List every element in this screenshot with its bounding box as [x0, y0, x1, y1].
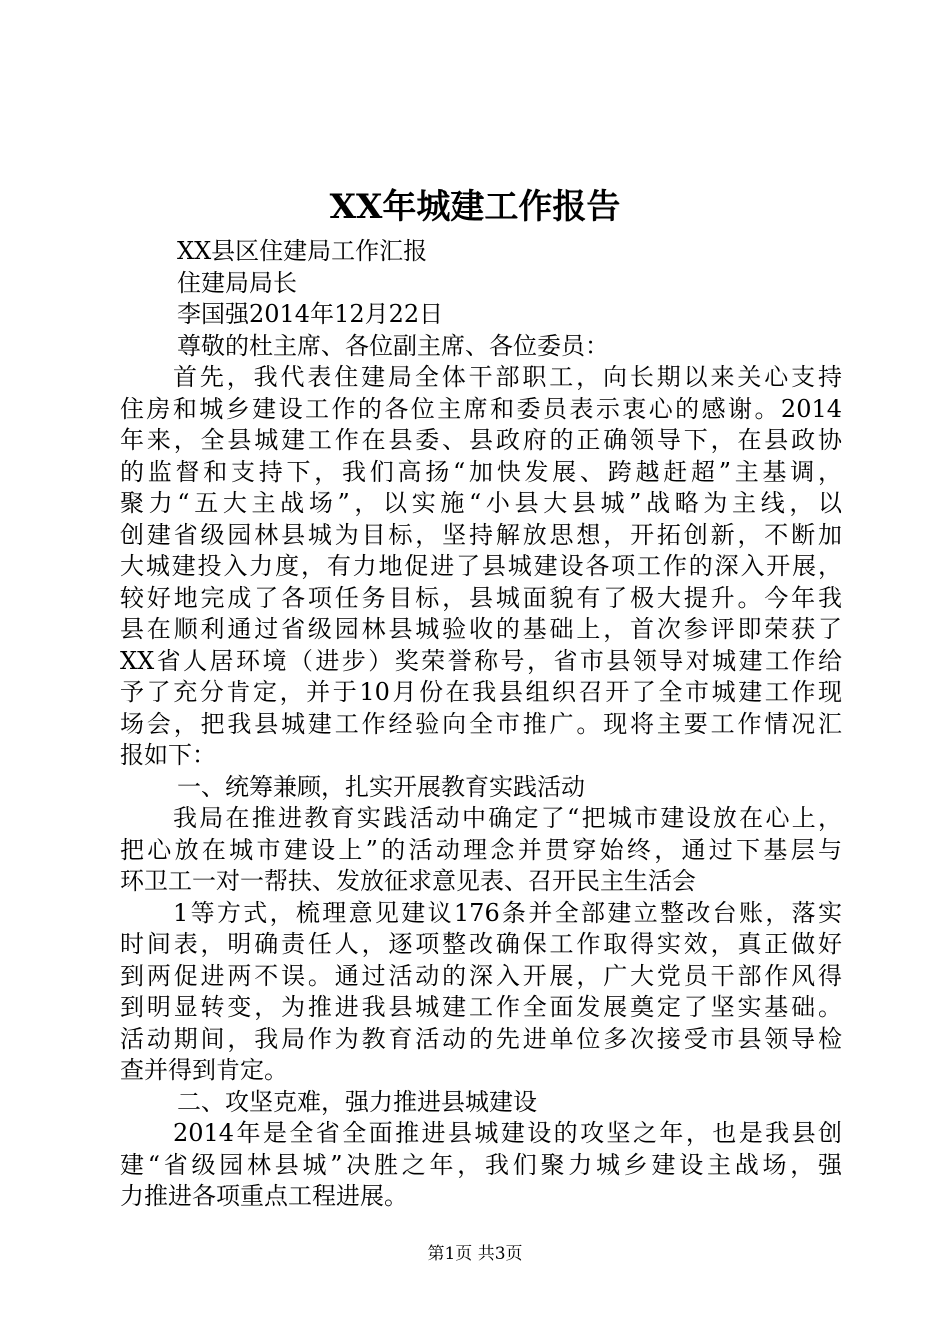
body-line: XX省人居环境（进步）奖荣誉称号，省市县领导对城建工作给 — [120, 646, 842, 675]
body-line: 把心放在城市建设上”的活动理念并贯穿始终，通过下基层与 — [120, 835, 842, 864]
section-heading: 二、攻坚克难，强力推进县城建设 — [177, 1087, 537, 1116]
body-line: 予了充分肯定，并于10月份在我县组织召开了全市城建工作现 — [120, 678, 842, 706]
body-line: 我局在推进教育实践活动中确定了“把城市建设放在心上， — [173, 804, 842, 832]
body-line: 建“省级园林县城”决胜之年，我们聚力城乡建设主战场，强 — [120, 1150, 842, 1179]
body-line: 力推进各项重点工程进展。 — [120, 1182, 408, 1210]
body-line: 时间表，明确责任人，逐项整改确保工作取得实效，真正做好 — [120, 930, 842, 958]
body-line: 到两促进两不误。通过活动的深入开展，广大党员干部作风得 — [120, 961, 842, 990]
body-line: 较好地完成了各项任务目标，县城面貌有了极大提升。今年我 — [120, 583, 842, 612]
body-line: 报如下： — [120, 741, 216, 769]
body-line: 活动期间，我局作为教育活动的先进单位多次接受市县领导检 — [120, 1024, 842, 1053]
body-line: 场会，把我县城建工作经验向全市推广。现将主要工作情况汇 — [120, 709, 842, 738]
body-line: 大城建投入力度，有力地促进了县城建设各项工作的深入开展， — [120, 552, 842, 580]
body-line: 2014年是全省全面推进县城建设的攻坚之年，也是我县创 — [173, 1119, 842, 1147]
body-line: 创建省级园林县城为目标，坚持解放思想，开拓创新，不断加 — [120, 520, 842, 549]
body-line: 年来，全县城建工作在县委、县政府的正确领导下，在县政协 — [120, 426, 842, 454]
document-body — [120, 236, 842, 1213]
body-line: 聚力“五大主战场”，以实施“小县大县城”战略为主线，以 — [120, 489, 842, 517]
body-line: 县在顺利通过省级园林县城验收的基础上，首次参评即荣获了 — [120, 615, 842, 643]
body-line: 李国强2014年12月22日 — [177, 300, 444, 328]
body-line: 首先，我代表住建局全体干部职工，向长期以来关心支持 — [173, 363, 842, 391]
body-line: XX县区住建局工作汇报 — [177, 237, 428, 265]
body-line: 住建局局长 — [177, 268, 297, 297]
body-line: 尊敬的杜主席、各位副主席、各位委员： — [177, 331, 609, 360]
body-line: 住房和城乡建设工作的各位主席和委员表示衷心的感谢。2014 — [120, 394, 842, 423]
body-line: 1等方式，梳理意见建议176条并全部建立整改台账，落实 — [173, 898, 842, 927]
body-line: 的监督和支持下，我们高扬“加快发展、跨越赶超”主基调， — [120, 457, 842, 486]
page-number-footer: 第1页 共3页 — [427, 1244, 523, 1264]
body-line: 环卫工一对一帮扶、发放征求意见表、召开民主生活会 — [120, 867, 696, 895]
document-title: XX年城建工作报告 — [329, 187, 621, 227]
body-line: 到明显转变，为推进我县城建工作全面发展奠定了坚实基础。 — [120, 993, 842, 1021]
body-line: 查并得到肯定。 — [120, 1056, 288, 1084]
section-heading: 一、统筹兼顾，扎实开展教育实践活动 — [177, 772, 585, 801]
